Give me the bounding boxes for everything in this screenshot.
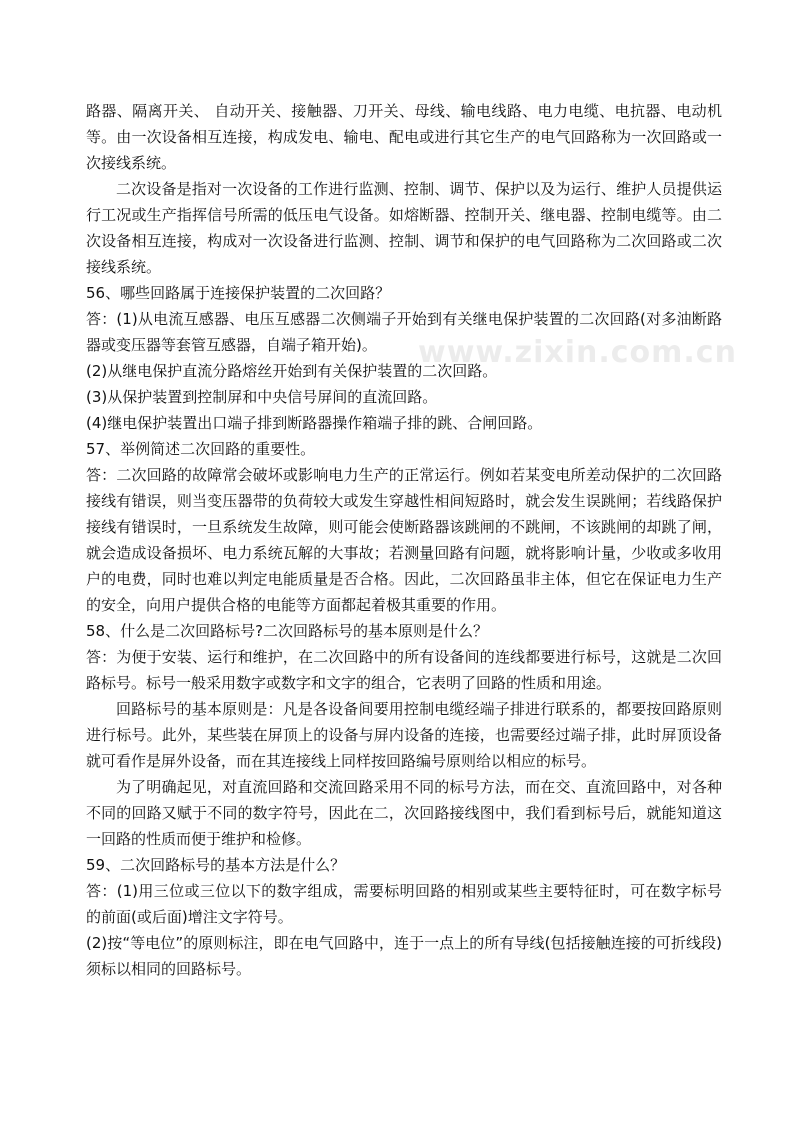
paragraph-primary-equipment-cont: 路器、隔离开关、 自动开关、接触器、刀开关、母线、输电线路、电力电缆、电抗器、电动机等。由一次设备相互连接，构成发电、输电、配电或进行其它生产的电气回路称为一次回路或一次接线系统。 [86,102,722,172]
question-56: 56、哪些回路属于连接保护装置的二次回路？ [86,284,391,302]
question-58: 58、什么是二次回路标号?二次回路标号的基本原则是什么？ [86,622,489,640]
watermark: www.zixin.com.cn [418,335,737,370]
answer-56-item-3: (3)从保护装置到控制屏和中央信号屏间的直流回路。 [86,388,438,406]
answer-57: 答：二次回路的故障常会破坏或影响电力生产的正常运行。例如若某变电所差动保护的二次回路接线有错误，则当变压器带的负荷较大或发生穿越性相间短路时，就会发生误跳闸；若线路保护接线有错误时，一旦系统发生故障，则可能会使断路器该跳闸的不跳闸，不该跳闸的却跳了闸，就会造成设备损坏、电力系统瓦解的大事故；若测量回路有问题，就将影响计量，少收或多收用户的电费，同时也难以判定电能质量是否合格。因此，二次回路虽非主体，但它在保证电力生产的安全，向用户提供合格的电能等方面都起着极其重要的作用。 [86,466,722,614]
answer-56-item-2: (2)从继电保护直流分路熔丝开始到有关保护装置的二次回路。 [86,362,498,380]
answer-56-item-1: 答：(1)从电流互感器、电压互感器二次侧端子开始到有关继电保护装置的二次回路(对多油断路器或变压器等套管互感器，自端子箱开始)。 [86,310,722,354]
paragraph-secondary-equipment: 二次设备是指对一次设备的工作进行监测、控制、调节、保护以及为运行、维护人员提供运行工况或生产指挥信号所需的低压电气设备。如熔断器、控制开关、继电器、控制电缆等。由二次设备相互连接，构成对一次设备进行监测、控制、调节和保护的电气回路称为二次回路或二次接线系统。 [86,180,722,276]
question-57: 57、举例简述二次回路的重要性。 [86,440,316,458]
question-59: 59、二次回路标号的基本方法是什么？ [86,856,346,874]
answer-59-item-1: 答：(1)用三位或三位以下的数字组成，需要标明回路的相别或某些主要特征时，可在数字标号的前面(或后面)增注文字符号。 [86,882,722,926]
answer-58-clarification: 为了明确起见，对直流回路和交流回路采用不同的标号方法，而在交、直流回路中，对各种不同的回路又赋于不同的数字符号，因此在二，次回路接线图中，我们看到标号后，就能知道这一回路的性质而便于维护和检修。 [86,778,722,848]
answer-58: 答：为便于安装、运行和维护，在二次回路中的所有设备间的连线都要进行标号，这就是二次回路标号。标号一般采用数字或数字和文字的组合，它表明了回路的性质和用途。 [86,648,722,692]
answer-56-item-4: (4)继电保护装置出口端子排到断路器操作箱端子排的跳、合闸回路。 [86,414,543,432]
document-body [86,98,722,982]
answer-59-item-2: (2)按“等电位”的原则标注，即在电气回路中，连于一点上的所有导线(包括接触连接的可折线段)须标以相同的回路标号。 [86,934,722,978]
answer-58-principle: 回路标号的基本原则是：凡是各设备间要用控制电缆经端子排进行联系的，都要按回路原则进行标号。此外，某些装在屏顶上的设备与屏内设备的连接，也需要经过端子排，此时屏顶设备就可看作是屏外设备，而在其连接线上同样按回路编号原则给以相应的标号。 [86,700,722,770]
